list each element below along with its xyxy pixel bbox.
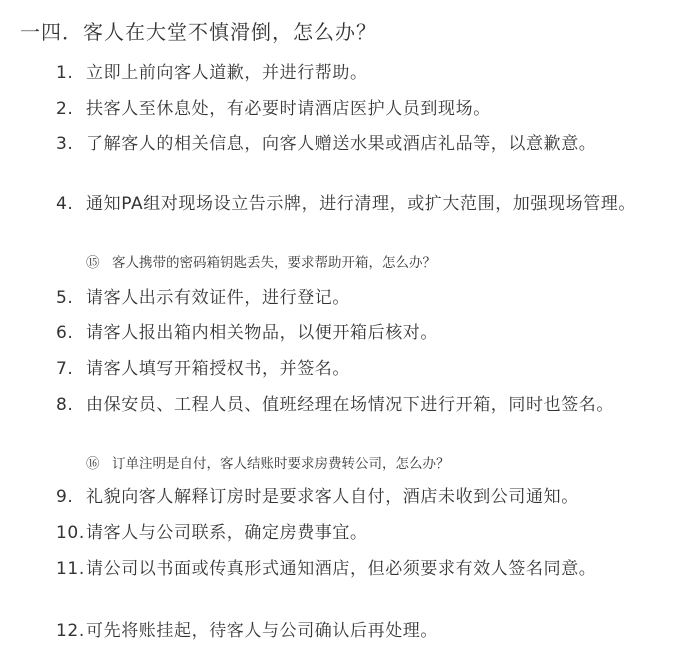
subheading (86, 253, 646, 273)
item-number: 10. (56, 523, 85, 543)
list-item (56, 132, 656, 156)
item-text: 立即上前向客人道歉，并进行帮助。 (86, 63, 368, 83)
item-number: 5. (56, 288, 74, 308)
item-number: 11. (56, 559, 85, 579)
item-number: 9. (56, 487, 74, 507)
item-text: 扶客人至休息处，有必要时请酒店医护人员到现场。 (86, 99, 491, 119)
subheading-text: 订单注明是自付，客人结账时要求房费转公司，怎么办？ (112, 456, 450, 472)
item-text: 请客人填写开箱授权书，并签名。 (86, 359, 350, 379)
item-text: 礼貌向客人解释订房时是要求客人自付，酒店未收到公司通知。 (86, 487, 579, 507)
subheading (86, 454, 646, 474)
item-number: 1. (56, 63, 74, 83)
item-text: 通知PA组对现场设立告示牌，进行清理，或扩大范围，加强现场管理。 (86, 194, 636, 214)
item-number: 8. (56, 395, 74, 415)
subheading-number: ⑯ (86, 456, 100, 472)
list-item (56, 521, 656, 545)
list-item (56, 321, 656, 345)
list-item (56, 619, 656, 643)
item-text: 请公司以书面或传真形式通知酒店，但必须要求有效人签名同意。 (86, 559, 597, 579)
item-text: 请客人与公司联系，确定房费事宜。 (86, 523, 368, 543)
item-text: 可先将账挂起，待客人与公司确认后再处理。 (86, 621, 438, 641)
item-number: 7. (56, 359, 74, 379)
item-text: 由保安员、工程人员、值班经理在场情况下进行开箱，同时也签名。 (86, 395, 614, 415)
item-number: 2. (56, 99, 74, 119)
list-item (56, 357, 656, 381)
item-number: 4. (56, 194, 74, 214)
section-heading: 一四．客人在大堂不慎滑倒，怎么办？ (20, 20, 377, 44)
list-item (56, 557, 656, 581)
item-number: 6. (56, 323, 74, 343)
item-text: 了解客人的相关信息，向客人赠送水果或酒店礼品等，以意歉意。 (86, 134, 597, 154)
list-item (56, 393, 656, 417)
list-item (56, 97, 656, 121)
list-item (56, 192, 656, 216)
list-item (56, 61, 656, 85)
list-item (56, 286, 656, 310)
item-number: 3. (56, 134, 74, 154)
list-item (56, 485, 656, 509)
item-text: 请客人出示有效证件，进行登记。 (86, 288, 350, 308)
subheading-number: ⑮ (86, 255, 100, 271)
item-text: 请客人报出箱内相关物品，以便开箱后核对。 (86, 323, 438, 343)
subheading-text: 客人携带的密码箱钥匙丢失，要求帮助开箱，怎么办？ (112, 255, 436, 271)
item-number: 12. (56, 621, 85, 641)
